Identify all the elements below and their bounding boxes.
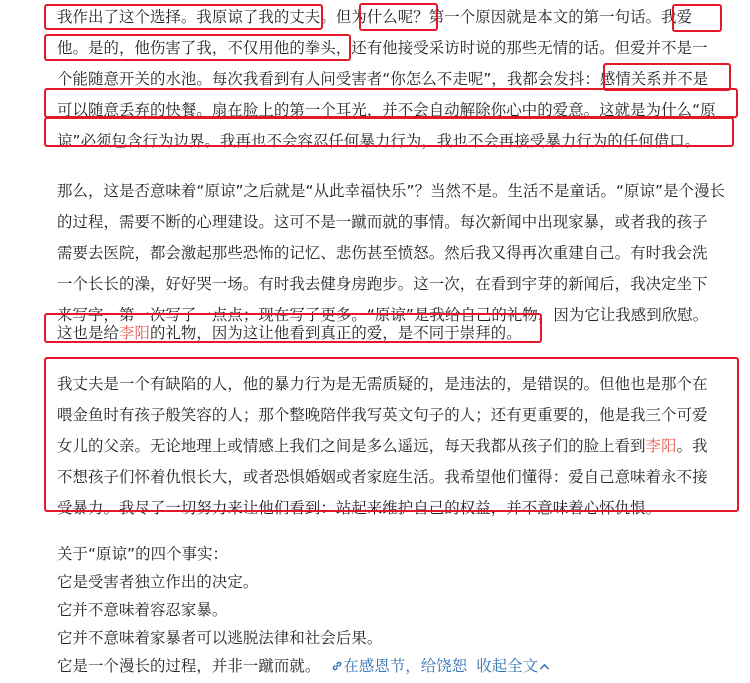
fact-item-2: 它并不意味着容忍家暴。 [57, 601, 228, 619]
person-name-mention[interactable]: 李阳 [118, 324, 150, 342]
text-fragment: 这也是给 [57, 324, 119, 342]
collapse-button[interactable] [476, 657, 550, 675]
topic-link[interactable] [331, 657, 472, 675]
paragraph-2-line-3: 需要去医院，都会激起那些恐怖的记忆、悲伤甚至愤怒。然后我又得再次重建自己。有时我会洗 [57, 244, 708, 262]
paragraph-2-line-6 [57, 318, 522, 348]
text-fragment: 。我 [676, 437, 708, 455]
fact-item-4-row [57, 651, 550, 681]
fact-item-1: 它是受害者独立作出的决定。 [57, 573, 259, 591]
paragraph-2-line-2: 的过程，需要不断的心理建设。这可不是一蹴而就的事情。每次新闻中出现家暴，或者我的孩子 [57, 213, 708, 231]
paragraph-3-line-1: 我丈夫是一个有缺陷的人，他的暴力行为是无需质疑的，是违法的，是错误的。但他也是那个在 [57, 375, 708, 393]
paragraph-1-line-1: 我作出了这个选择。我原谅了我的丈夫。但为什么呢？第一个原因就是本文的第一句话。我爱 [57, 8, 693, 26]
person-name-mention[interactable]: 李阳 [645, 437, 677, 455]
paragraph-1-line-3: 个能随意开关的水池。每次我看到有人问受害者“你怎么不走呢”，我都会发抖：感情关系并不是 [57, 70, 709, 88]
facts-heading: 关于“原谅”的四个事实： [57, 545, 229, 563]
paragraph-1-line-4: 可以随意丢弃的快餐。扇在脸上的第一个耳光，并不会自动解除你心中的爱意。这就是为什么“原 [57, 101, 716, 119]
text-fragment: 女儿的父亲。无论地理上或情感上我们之间是多么遥远，每天我都从孩子们的脸上看到 [57, 437, 646, 455]
paragraph-3-line-5: 受暴力。我尽了一切努力来让他们看到：站起来维护自己的权益，并不意味着心怀仇恨。 [57, 499, 662, 517]
fact-item-4: 它是一个漫长的过程，并非一蹴而就。 [57, 657, 321, 675]
text-fragment: 的礼物，因为这让他看到真正的爱，是不同于崇拜的。 [149, 324, 522, 342]
paragraph-2-line-5: 来写字，第一次写了一点点；现在写了更多。“原谅”是我给自己的礼物，因为它让我感到欣慰。 [57, 306, 709, 324]
chevron-up-icon [539, 662, 550, 671]
paragraph-3-line-4: 不想孩子们怀着仇恨长大，或者恐惧婚姻或者家庭生活。我希望他们懂得：爱自己意味着永不接 [57, 468, 708, 486]
paragraph-1-line-2: 他。是的，他伤害了我，不仅用他的拳头，还有他接受采访时说的那些无情的话。但爱并不是一 [57, 39, 708, 57]
link-icon [331, 660, 343, 672]
paragraph-3-line-3 [57, 431, 708, 461]
paragraph-2-line-1: 那么，这是否意味着“原谅”之后就是“从此幸福快乐”？当然不是。生活不是童话。“原谅”是个漫长 [57, 182, 726, 200]
topic-link-label: 在感恩节，给饶恕 [343, 657, 468, 675]
paragraph-2-line-4: 一个长长的澡，好好哭一场。有时我去健身房跑步。这一次，在看到宇芽的新闻后，我决定坐下 [57, 275, 708, 293]
paragraph-3-line-2: 喂金鱼时有孩子般笑容的人；那个整晚陪伴我写英文句子的人；还有更重要的，他是我三个可爱 [57, 406, 708, 424]
collapse-label: 收起全文 [476, 657, 539, 675]
fact-item-3: 它并不意味着家暴者可以逃脱法律和社会后果。 [57, 629, 383, 647]
paragraph-1-line-5: 谅”必须包含行为边界。我再也不会容忍任何暴力行为，我也不会再接受暴力行为的任何借口。 [57, 132, 701, 150]
